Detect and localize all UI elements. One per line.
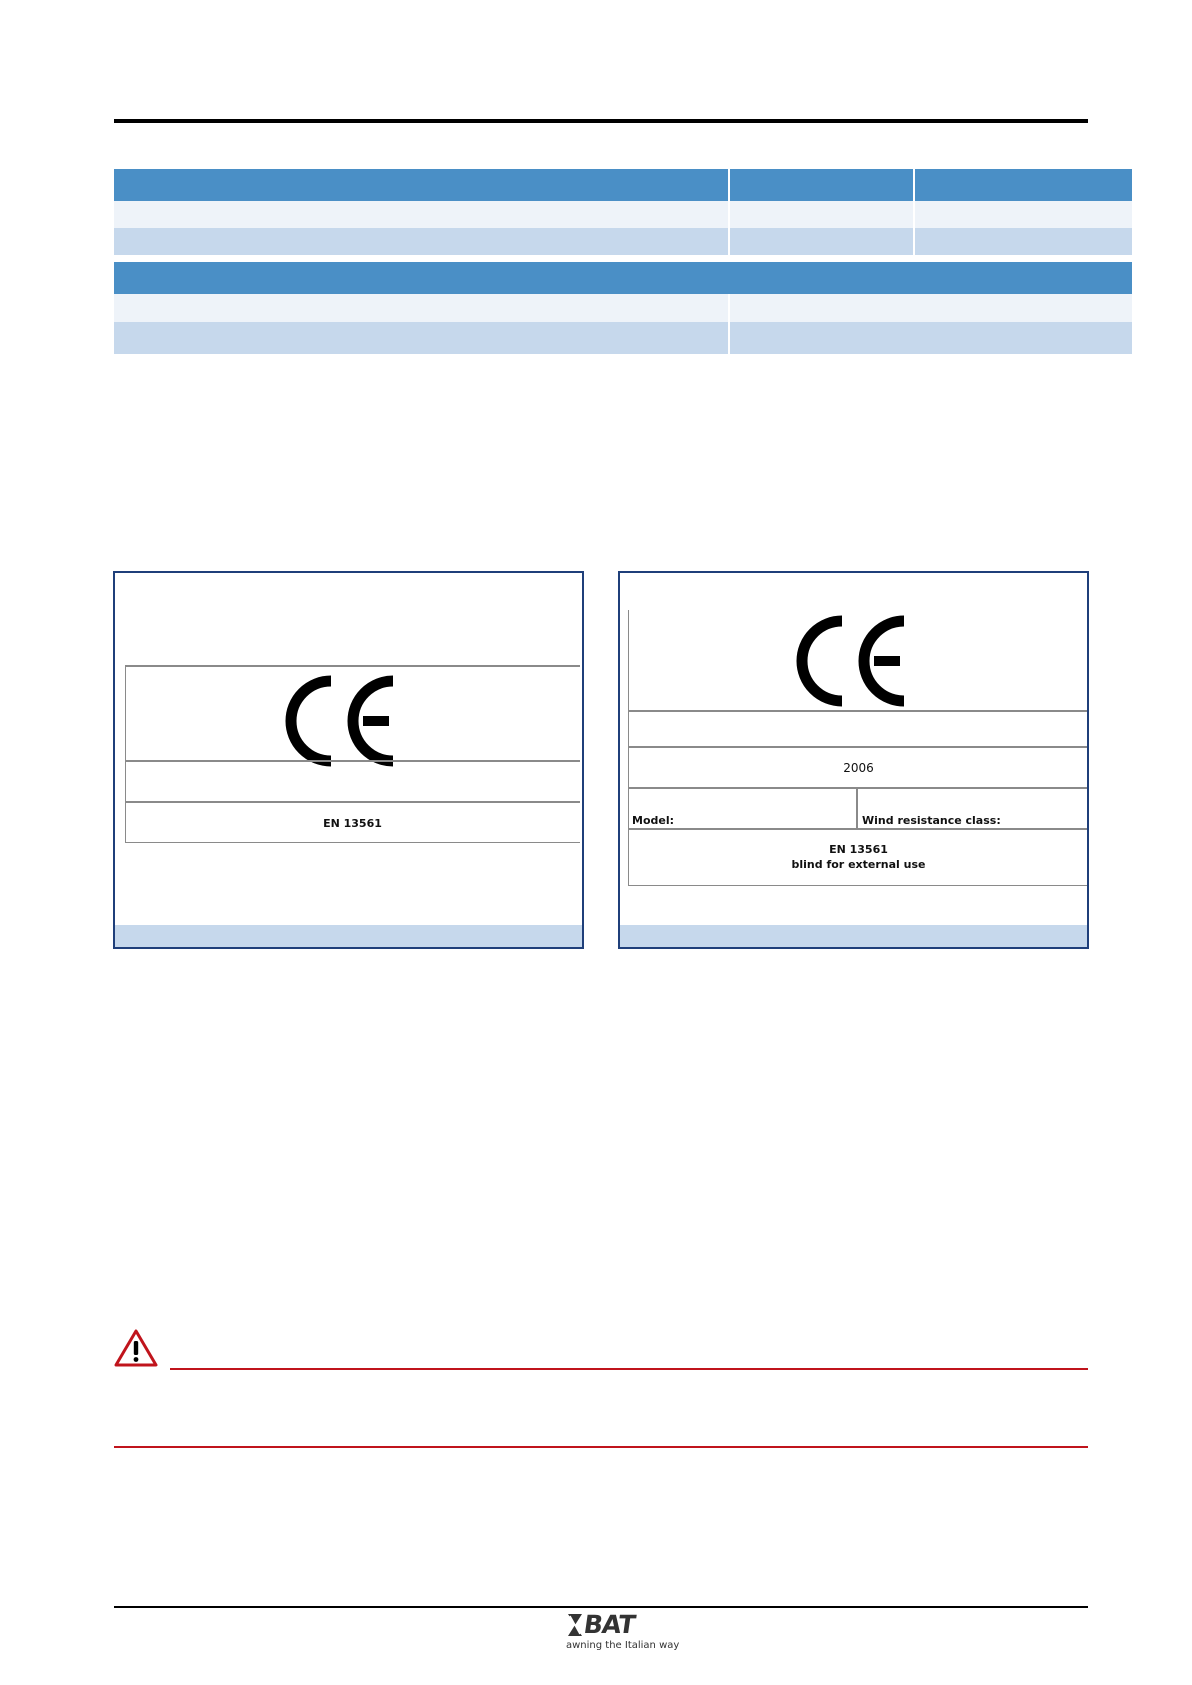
- table-cell: [729, 294, 1132, 322]
- warning-bottom-rule: [114, 1446, 1088, 1448]
- ce-mark-icon: [792, 613, 914, 709]
- model-label: Model:: [632, 814, 675, 827]
- table-cell: [729, 322, 1132, 354]
- table-cell: [914, 201, 1132, 228]
- table-cell: [114, 201, 729, 228]
- header-rule: [114, 119, 1088, 123]
- table-header-cell: [914, 169, 1132, 201]
- warning-top-rule: [170, 1368, 1088, 1370]
- table-cell: [114, 294, 729, 322]
- ce-mark-icon: [281, 673, 403, 769]
- wind-class-label: Wind resistance class:: [862, 814, 1001, 827]
- panel-caption-bar: [115, 925, 582, 947]
- table-header-cell: [729, 169, 914, 201]
- spec-table-2: [114, 262, 1132, 354]
- table-cell: [114, 322, 729, 354]
- table-cell: [114, 228, 729, 255]
- logo-text: BAT: [581, 1610, 637, 1639]
- panel-caption-bar: [620, 925, 1087, 947]
- ce-use-label: blind for external use: [791, 858, 926, 871]
- ce-label-panel-1: [113, 571, 584, 949]
- table-cell: [729, 228, 914, 255]
- table-header-cell: [114, 169, 729, 201]
- ce-label-panel-2: [618, 571, 1089, 949]
- table-cell: [914, 228, 1132, 255]
- warning-triangle-icon: [113, 1328, 159, 1368]
- brand-tagline: awning the Italian way: [566, 1640, 680, 1651]
- ce-standard-label: EN 13561: [829, 843, 888, 856]
- spec-table-1: [114, 169, 1132, 255]
- table-cell: [729, 201, 914, 228]
- ce-year-label: 2006: [843, 761, 874, 775]
- table-header-cell: [114, 262, 1132, 294]
- ce-standard-label: EN 13561: [323, 817, 382, 830]
- footer-rule: [114, 1606, 1088, 1608]
- brand-logo: [566, 1612, 662, 1638]
